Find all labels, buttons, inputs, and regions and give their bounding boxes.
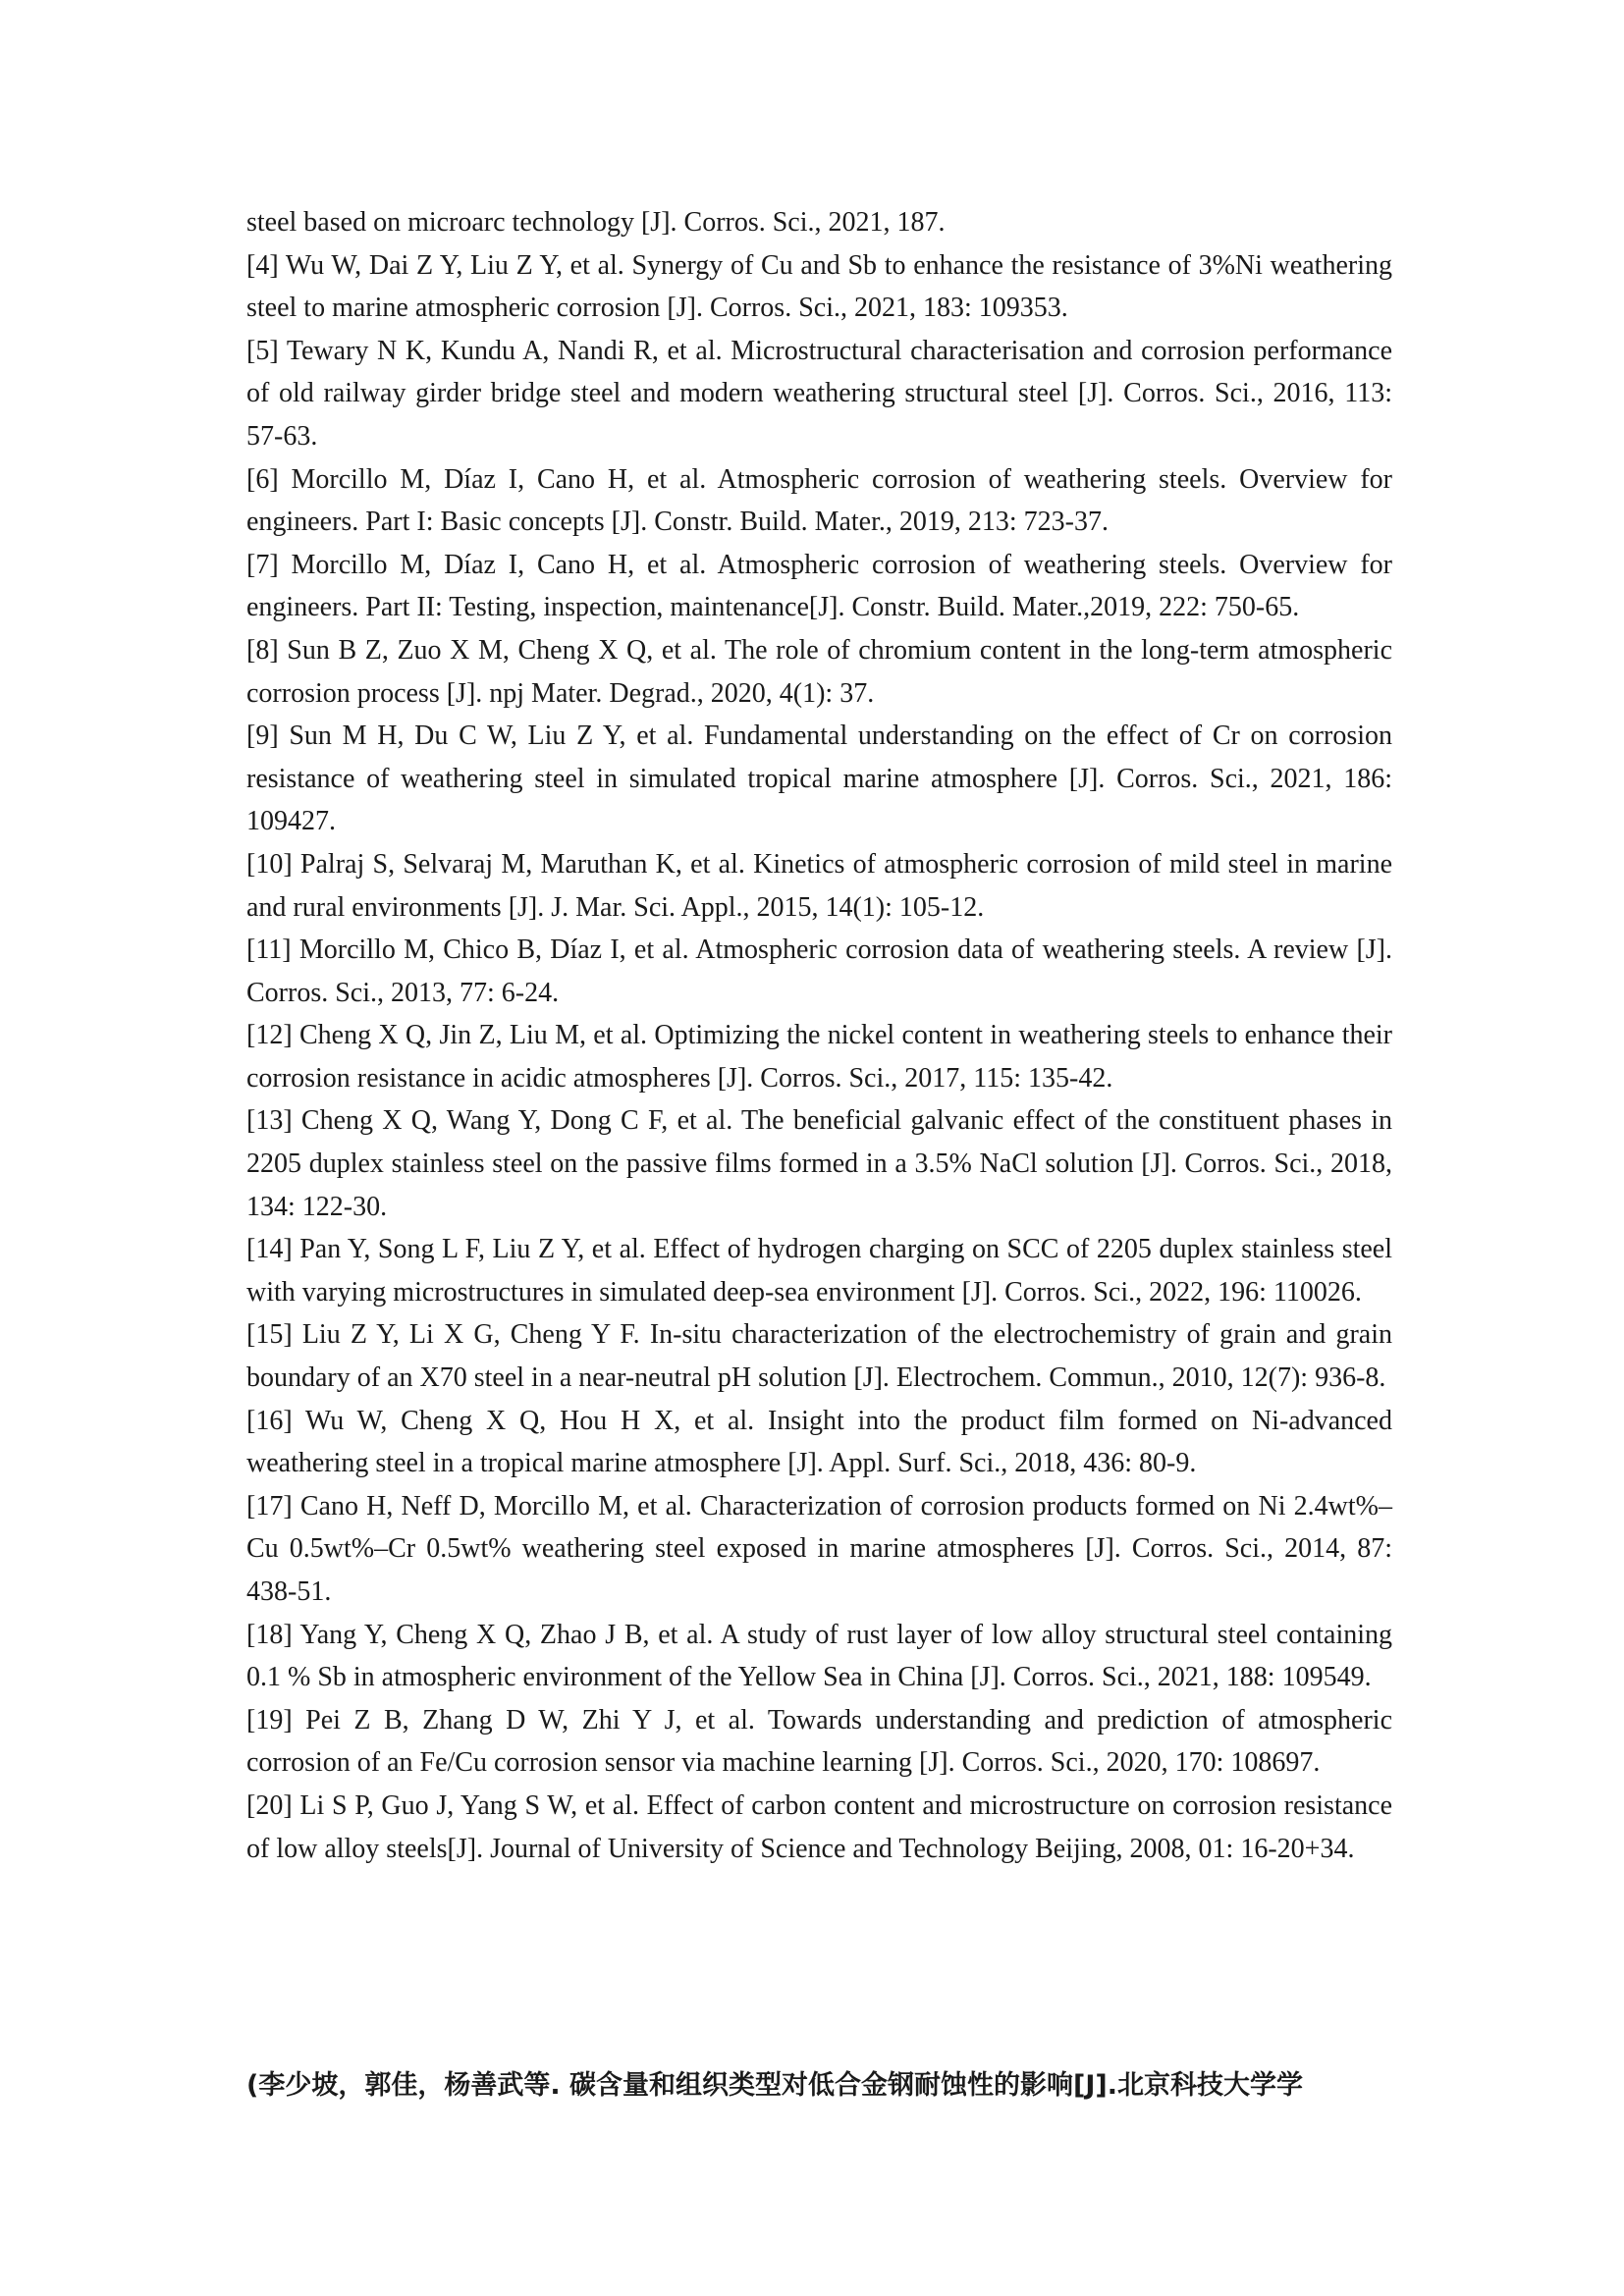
reference-entry-16: [16] Wu W, Cheng X Q, Hou H X, et al. Insight into the product film formed on Ni-advanced weathering steel in a tropical marine atmosphere [J]. Appl. Surf. Sci., 2018, 436: 80-9.: [246, 1405, 1392, 1479]
reference-entry-14: [14] Pan Y, Song L F, Liu Z Y, et al. Effect of hydrogen charging on SCC of 2205 duplex stainless steel with varying microstructures in simulated deep-sea environment [J]. Corros. Sci., 2022, 196: 110026.: [246, 1234, 1392, 1308]
reference-entry-13: [13] Cheng X Q, Wang Y, Dong C F, et al. The beneficial galvanic effect of the constituent phases in 2205 duplex stainless steel on the passive films formed in a 3.5% NaCl solution [J]. Corros. Sci., 2018, 134: 122-30.: [246, 1105, 1392, 1222]
reference-entry-10: [10] Palraj S, Selvaraj M, Maruthan K, et al. Kinetics of atmospheric corrosion of mild steel in marine and rural environments [J]. J. Mar. Sci. Appl., 2015, 14(1): 105-12.: [246, 848, 1392, 923]
reference-entry-8: [8] Sun B Z, Zuo X M, Cheng X Q, et al. The role of chromium content in the long-term atmospheric corrosion process [J]. npj Mater. Degrad., 2020, 4(1): 37.: [246, 634, 1392, 709]
chinese-citation-line: (李少坡，郭佳，杨善武等. 碳含量和组织类型对低合金钢耐蚀性的影响[J].北京科技大学学: [246, 2070, 1303, 2101]
reference-entry-12: [12] Cheng X Q, Jin Z, Liu M, et al. Optimizing the nickel content in weathering steels to enhance their corrosion resistance in acidic atmospheres [J]. Corros. Sci., 2017, 115: 135-42.: [246, 1020, 1392, 1094]
reference-entry-18: [18] Yang Y, Cheng X Q, Zhao J B, et al. A study of rust layer of low alloy structural steel containing 0.1 % Sb in atmospheric environment of the Yellow Sea in China [J]. Corros. Sci., 2021, 188: 109549.: [246, 1619, 1392, 1693]
reference-list: [246, 201, 1392, 1870]
reference-entry-19: [19] Pei Z B, Zhang D W, Zhi Y J, et al. Towards understanding and prediction of atmospheric corrosion of an Fe/Cu corrosion sensor via machine learning [J]. Corros. Sci., 2020, 170: 108697.: [246, 1704, 1392, 1779]
reference-entry-9: [9] Sun M H, Du C W, Liu Z Y, et al. Fundamental understanding on the effect of Cr on corrosion resistance of weathering steel in simulated tropical marine atmosphere [J]. Corros. Sci., 2021, 186: 109427.: [246, 721, 1392, 837]
reference-entry-20: [20] Li S P, Guo J, Yang S W, et al. Effect of carbon content and microstructure on corrosion resistance of low alloy steels[J]. Journal of University of Science and Technology Beijing, 2008, 01: 16-20+34.: [246, 1789, 1392, 1864]
reference-entry-11: [11] Morcillo M, Chico B, Díaz I, et al. Atmospheric corrosion data of weathering steels. A review [J]. Corros. Sci., 2013, 77: 6-24.: [246, 934, 1392, 1008]
reference-entry-7: [7] Morcillo M, Díaz I, Cano H, et al. Atmospheric corrosion of weathering steels. Overview for engineers. Part II: Testing, inspection, maintenance[J]. Constr. Build. Mater.,2019, 222: 750-65.: [246, 549, 1392, 623]
reference-entry-3-continued: steel based on microarc technology [J]. Corros. Sci., 2021, 187.: [246, 207, 946, 238]
reference-entry-6: [6] Morcillo M, Díaz I, Cano H, et al. Atmospheric corrosion of weathering steels. Overview for engineers. Part I: Basic concepts [J]. Constr. Build. Mater., 2019, 213: 723-37.: [246, 463, 1392, 538]
reference-entry-5: [5] Tewary N K, Kundu A, Nandi R, et al. Microstructural characterisation and corrosion performance of old railway girder bridge steel and modern weathering structural steel [J]. Corros. Sci., 2016, 113: 57-63.: [246, 335, 1392, 452]
reference-entry-15: [15] Liu Z Y, Li X G, Cheng Y F. In-situ characterization of the electrochemistry of grain and grain boundary of an X70 steel in a near-neutral pH solution [J]. Electrochem. Commun., 2010, 12(7): 936-8.: [246, 1319, 1392, 1394]
reference-entry-17: [17] Cano H, Neff D, Morcillo M, et al. Characterization of corrosion products formed on Ni 2.4wt%–Cu 0.5wt%–Cr 0.5wt% weathering steel exposed in marine atmospheres [J]. Corros. Sci., 2014, 87: 438-51.: [246, 1490, 1392, 1607]
reference-entry-4: [4] Wu W, Dai Z Y, Liu Z Y, et al. Synergy of Cu and Sb to enhance the resistance of 3%Ni weathering steel to marine atmospheric corrosion [J]. Corros. Sci., 2021, 183: 109353.: [246, 249, 1392, 324]
